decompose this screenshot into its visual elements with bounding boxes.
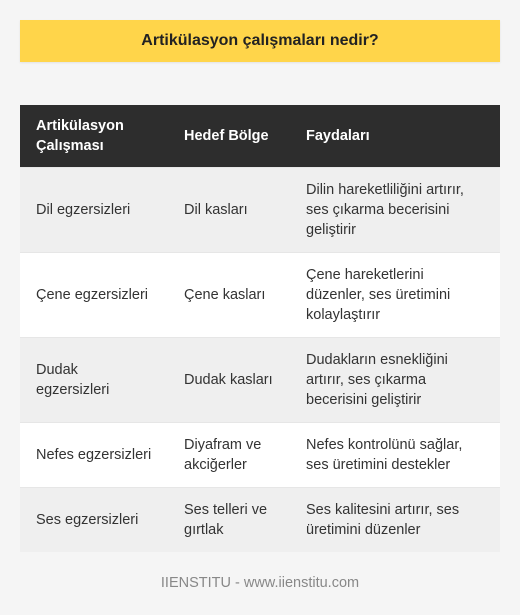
- cell-faydalari: Çene hareketlerini düzenler, ses üretimini kolaylaştırır: [290, 253, 500, 338]
- table-header-row: [20, 105, 500, 168]
- cell-calisma: Çene egzersizleri: [20, 253, 168, 338]
- page-title: Artikülasyon çalışmaları nedir?: [141, 32, 379, 49]
- cell-faydalari: Nefes kontrolünü sağlar, ses üretimini destekler: [290, 423, 500, 488]
- column-header-calisma: Artikülasyon Çalışması: [20, 105, 168, 168]
- cell-hedef-bolge: Dudak kasları: [168, 338, 290, 423]
- cell-calisma: Nefes egzersizleri: [20, 423, 168, 488]
- data-table: [20, 105, 500, 552]
- cell-faydalari: Dilin hareketliliğini artırır, ses çıkarma becerisini geliştirir: [290, 168, 500, 253]
- table-row: [20, 168, 500, 253]
- table-row: [20, 423, 500, 488]
- cell-faydalari: Dudakların esnekliğini artırır, ses çıkarma becerisini geliştirir: [290, 338, 500, 423]
- cell-calisma: Dil egzersizleri: [20, 168, 168, 253]
- table-row: [20, 338, 500, 423]
- column-header-hedef-bolge: Hedef Bölge: [168, 105, 290, 168]
- cell-hedef-bolge: Çene kasları: [168, 253, 290, 338]
- title-banner: [20, 20, 500, 62]
- column-header-faydalari: Faydaları: [290, 105, 500, 168]
- footer-credit: IIENSTITU - www.iienstitu.com: [160, 575, 360, 591]
- table-row: [20, 253, 500, 338]
- cell-hedef-bolge: Diyafram ve akciğerler: [168, 423, 290, 488]
- cell-hedef-bolge: Ses telleri ve gırtlak: [168, 488, 290, 553]
- cell-calisma: Ses egzersizleri: [20, 488, 168, 553]
- table-row: [20, 488, 500, 553]
- cell-calisma: Dudak egzersizleri: [20, 338, 168, 423]
- cell-hedef-bolge: Dil kasları: [168, 168, 290, 253]
- cell-faydalari: Ses kalitesini artırır, ses üretimini düzenler: [290, 488, 500, 553]
